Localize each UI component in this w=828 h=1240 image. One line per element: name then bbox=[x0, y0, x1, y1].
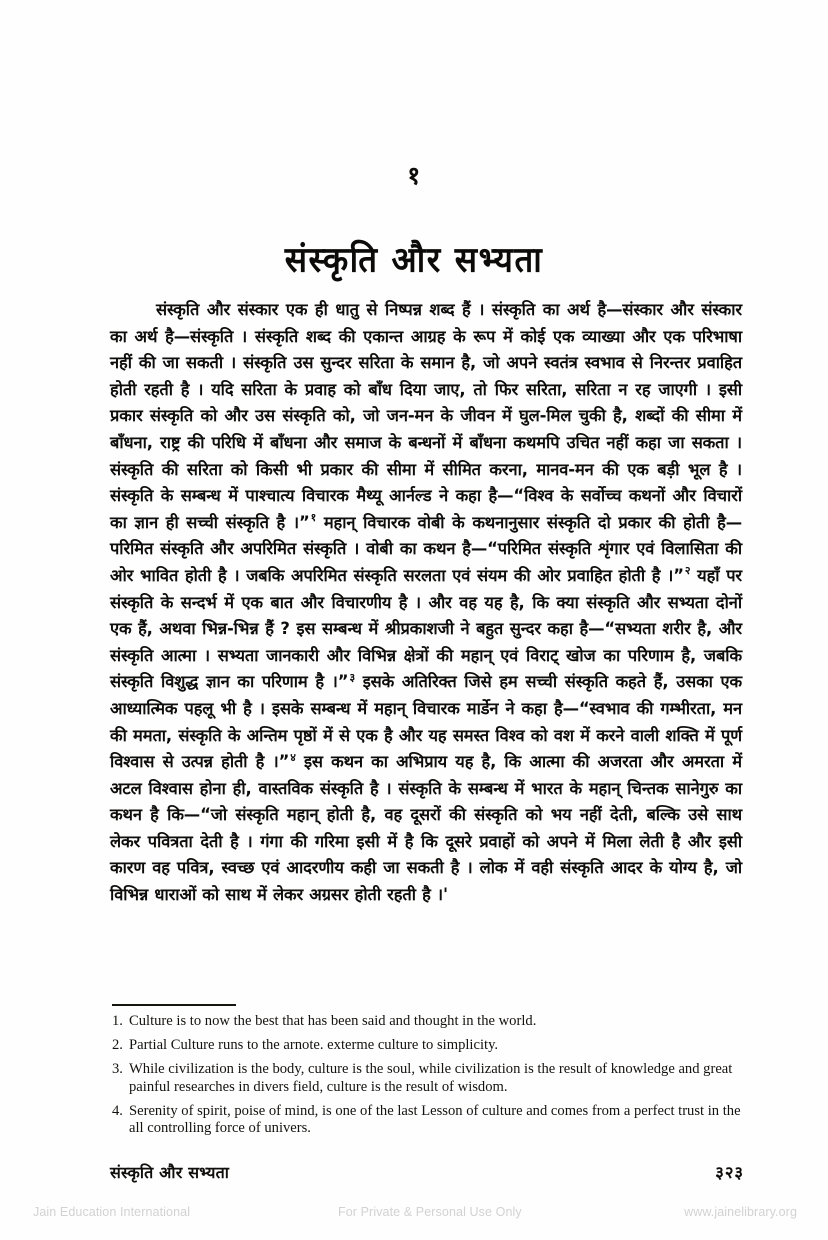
footnote-marker: 1. bbox=[112, 1013, 123, 1029]
footnote-marker: 2. bbox=[112, 1037, 123, 1054]
watermark-website: www.jainelibrary.org bbox=[684, 1205, 797, 1219]
footnote-item bbox=[112, 1103, 748, 1138]
watermark-usage-notice: For Private & Personal Use Only bbox=[338, 1205, 522, 1219]
running-head: संस्कृति और सभ्यता bbox=[110, 1163, 230, 1182]
footnote-text: While civilization is the body, culture is the soul, while civilization is the result of knowledge and great painful researches in divers field, culture is the result of wisdom. bbox=[129, 1061, 733, 1095]
footnote-marker: 4. bbox=[112, 1102, 123, 1119]
footnote-item bbox=[112, 1013, 748, 1031]
footnote-text: Serenity of spirit, poise of mind, is one of the last Lesson of culture and comes from a perfect trust in the all controlling force of univers. bbox=[129, 1102, 741, 1137]
page-number: ३२३ bbox=[715, 1163, 744, 1182]
scan-watermark-bar bbox=[0, 1205, 828, 1227]
running-footer bbox=[110, 1160, 744, 1183]
body-paragraph: संस्कृति और संस्कार एक ही धातु से निष्पन्न शब्द हैं । संस्कृति का अर्थ है—संस्कार और संस्कार का अर्थ है—संस्कृति । संस्कृति शब्द की एकान्त आग्रह के रूप में कोई एक व्याख्या और एक परिभाषा नहीं की जा सकती । संस्कृति उस सुन्दर सरिता के समान है, जो अपने स्वतंत्र स्वभाव से निरन्तर प्रवाहित होती रहती है । यदि सरिता के प्रवाह को बाँध दिया जाए, तो फिर सरिता, सरिता न रह जाएगी । इसी प्रकार संस्कृति को और उस संस्कृति को, जो जन-मन के जीवन में घुल-मिल चुकी है, शब्दों की सीमा में बाँधना, राष्ट्र की परिधि में बाँधना और समाज के बन्धनों में बाँधना कथमपि उचित नहीं कहा जा सकता । संस्कृति की सरिता को किसी भी प्रकार की सीमा में सीमित करना, मानव-मन की एक बड़ी भूल है । संस्कृति के सम्बन्ध में पाश्चात्य विचारक मैथ्यू आर्नल्ड ने कहा है—“विश्व के सर्वोच्च कथनों और विचारों का ज्ञान ही सच्ची संस्कृति है ।”$^१$ महान् विचारक वोबी के कथनानुसार संस्कृति दो प्रकार की होती है—परिमित संस्कृति और अपरिमित संस्कृति । वोबी का कथन है—“परिमित संस्कृति शृंगार एवं विलासिता की ओर भावित होती है । जबकि अपरिमित संस्कृति सरलता एवं संयम की ओर प्रवाहित होती है ।”$^२$ यहाँ पर संस्कृति के सन्दर्भ में एक बात और विचारणीय है । और वह यह है, कि क्या संस्कृति और सभ्यता दोनों एक हैं, अथवा भिन्न-भिन्न हैं ? इस सम्बन्ध में श्रीप्रकाशजी ने बहुत सुन्दर कहा है—“सभ्यता शरीर है, और संस्कृति आत्मा । सभ्यता जानकारी और विभिन्न क्षेत्रों की महान् एवं विराट् खोज का परिणाम है, जबकि संस्कृति विशुद्ध ज्ञान का परिणाम है ।”$^३$ इसके अतिरिक्त जिसे हम सच्ची संस्कृति कहते हैं, उसका एक आध्यात्मिक पहलू भी है । इसके सम्बन्ध में महान् विचारक मार्डेन ने कहा है—“स्वभाव की गम्भीरता, मन की ममता, संस्कृति के अन्तिम पृष्ठों में से एक है और यह समस्त विश्व को वश में करने वाली शक्ति में पूर्ण विश्वास से उत्पन्न होती है ।”$^४$ इस कथन का अभिप्राय यह है, कि आत्मा की अजरता और अमरता में अटल विश्वास होना ही, वास्तविक संस्कृति है । संस्कृति के सम्बन्ध में भारत के महान् चिन्तक सानेगुरु का कथन है कि—“जो संस्कृति महान् होती है, वह दूसरों की संस्कृति को भय नहीं देती, बल्कि उसे साथ लेकर पवित्रता देती है । गंगा की गरिमा इसी में है कि दूसरे प्रवाहों को अपने में मिला लेती है और इसी कारण वह पवित्र, स्वच्छ एवं आदरणीय कही जा सकती है । लोक में वही संस्कृति आदर के योग्य है, जो विभिन्न धाराओं को साथ में लेकर अग्रसर होती रहती है ।' bbox=[110, 300, 743, 905]
footnote-separator-rule bbox=[112, 1004, 236, 1006]
footnote-text: Partial Culture runs to the arnote. exterme culture to simplicity. bbox=[129, 1037, 499, 1054]
watermark-organization: Jain Education International bbox=[33, 1205, 191, 1219]
page-title: संस्कृति और सभ्यता bbox=[284, 238, 544, 281]
footnote-item bbox=[112, 1037, 748, 1055]
chapter-number: १ bbox=[407, 161, 421, 190]
footnote-item bbox=[112, 1061, 748, 1096]
body-text-block bbox=[110, 297, 742, 909]
footnotes-section bbox=[112, 1013, 748, 1145]
footnote-text: Culture is to now the best that has been said and thought in the world. bbox=[129, 1013, 537, 1029]
footnote-marker: 3. bbox=[112, 1061, 123, 1078]
